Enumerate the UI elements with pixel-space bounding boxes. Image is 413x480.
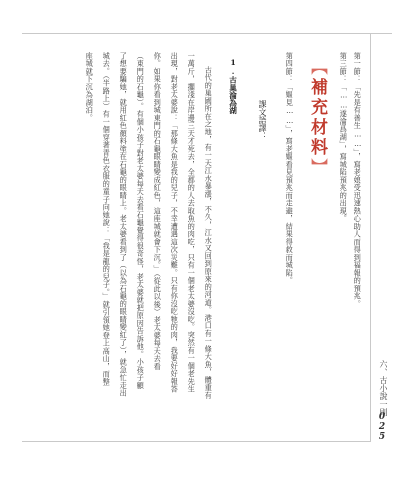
story-line-6: 了想要騙她，就用紅色顏料塗在石龜的眼睛上。老太婆看到了（以為石龜的眼睛變紅了），就急忙走出: [119, 52, 129, 398]
section-title: [301, 58, 325, 178]
story-line-2: 一萬斤，擱淺在岸邊三天才死去，全郡的人去取魚的肉吃，只有一個老太婆沒吃。突然有一個老先生: [187, 52, 197, 393]
margin-rule: [370, 33, 371, 442]
note-line-3: 第四節：「嫗見……」，寫老嫗看見預兆而走避，結果得救而城陷。: [285, 52, 295, 285]
story-line-7: 城去。（半路上）有一個穿著青色衣服的童子向她說：「我是龍的兒子。」就引領她登上高山，而整: [102, 52, 112, 386]
story-title: 1.古巢淪為湖: [228, 58, 238, 114]
note-line-1: 第一節：「先是有善生……」，寫老娘受迅速熱心助人而得到福報的預兆。: [353, 52, 363, 308]
bottom-rule: [22, 441, 370, 442]
section-title-text: 補充材料: [307, 78, 327, 158]
story-line-1: 古代的巢國所在之地，有一天江水暴漲，不久，江水又回到原來的河道。港口有一條大魚，體重有: [204, 66, 214, 400]
top-rule: [22, 33, 392, 34]
bracket-open: 【: [307, 58, 327, 78]
translation-heading: 課文語譯：: [258, 100, 267, 140]
note-line-2: 第三節：「……遂淪爲湖」，寫城陷預兆的出現。: [339, 52, 349, 223]
bracket-close: 】: [307, 158, 327, 178]
story-line-8: 座城就下沉為湖泊。: [85, 52, 95, 122]
page-number: 025: [377, 412, 387, 442]
running-header: 六、古小說一則: [379, 360, 388, 416]
story-line-3: 出現，對老太婆說：「那條大魚是我的兒子，不幸遭遇這次災難。只有你沒吃牠的肉，我要好好報答: [170, 52, 180, 393]
story-line-4: 你。如果你看到城東門的石龜眼睛變成紅色，這座城就會下沉。」（從此以後）老太婆每天去看: [153, 52, 163, 371]
story-line-5: （東門的石龜）。有個小孩子對老太婆每天去看石龜覺得很奇怪，老太婆就把原因告訴他。小孩子顧: [136, 52, 146, 390]
